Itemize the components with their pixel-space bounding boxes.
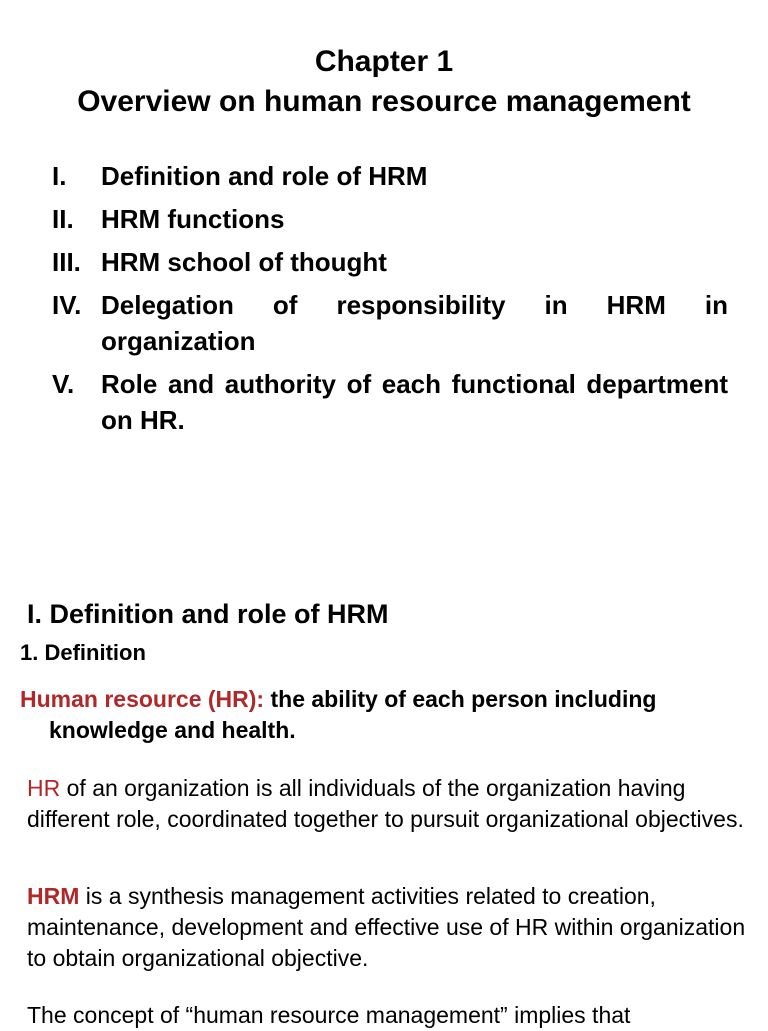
toc-item-text: HRM school of thought	[101, 247, 387, 277]
toc-item	[52, 366, 728, 438]
paragraph-term: HR	[27, 775, 61, 801]
paragraph-term: HRM	[27, 883, 80, 909]
chapter-title: Chapter 1	[314, 45, 454, 78]
toc-item-number: II.	[52, 204, 74, 234]
section-heading: I. Definition and role of HRM	[27, 599, 389, 629]
toc-item-number: I.	[52, 161, 67, 191]
paragraph-hr	[27, 773, 747, 835]
toc-item-text: Delegation of responsibility in HRM in organization	[101, 290, 728, 356]
sub-heading: 1. Definition	[20, 640, 146, 665]
definition-text: the ability of each person including knowledge and health.	[49, 686, 657, 743]
table-of-contents	[52, 158, 728, 445]
toc-item-text: Role and authority of each functional department on HR.	[101, 369, 728, 435]
paragraph-hrm	[27, 881, 747, 974]
hr-definition	[20, 684, 768, 746]
toc-item-number: V.	[52, 369, 75, 399]
toc-item	[52, 287, 728, 359]
toc-item-text: Definition and role of HRM	[101, 161, 428, 191]
chapter-subtitle: Overview on human resource management	[77, 85, 691, 118]
toc-item	[52, 158, 728, 194]
toc-item	[52, 201, 728, 237]
toc-item	[52, 244, 728, 280]
toc-item-text: HRM functions	[101, 204, 285, 234]
toc-item-number: III.	[52, 247, 81, 277]
paragraph-text: The concept of “human resource management” implies that	[27, 1002, 631, 1028]
definition-term: Human resource (HR):	[20, 686, 265, 712]
toc-item-number: IV.	[52, 290, 82, 320]
paragraph-text: of an organization is all individuals of the organization having different role, coordinated together to pursuit organizational objectives.	[27, 775, 744, 832]
paragraph-text: is a synthesis management activities related to creation, maintenance, development and effective use of HR within organization to obtain organizational objective.	[27, 883, 746, 971]
paragraph-concept	[27, 1000, 747, 1031]
